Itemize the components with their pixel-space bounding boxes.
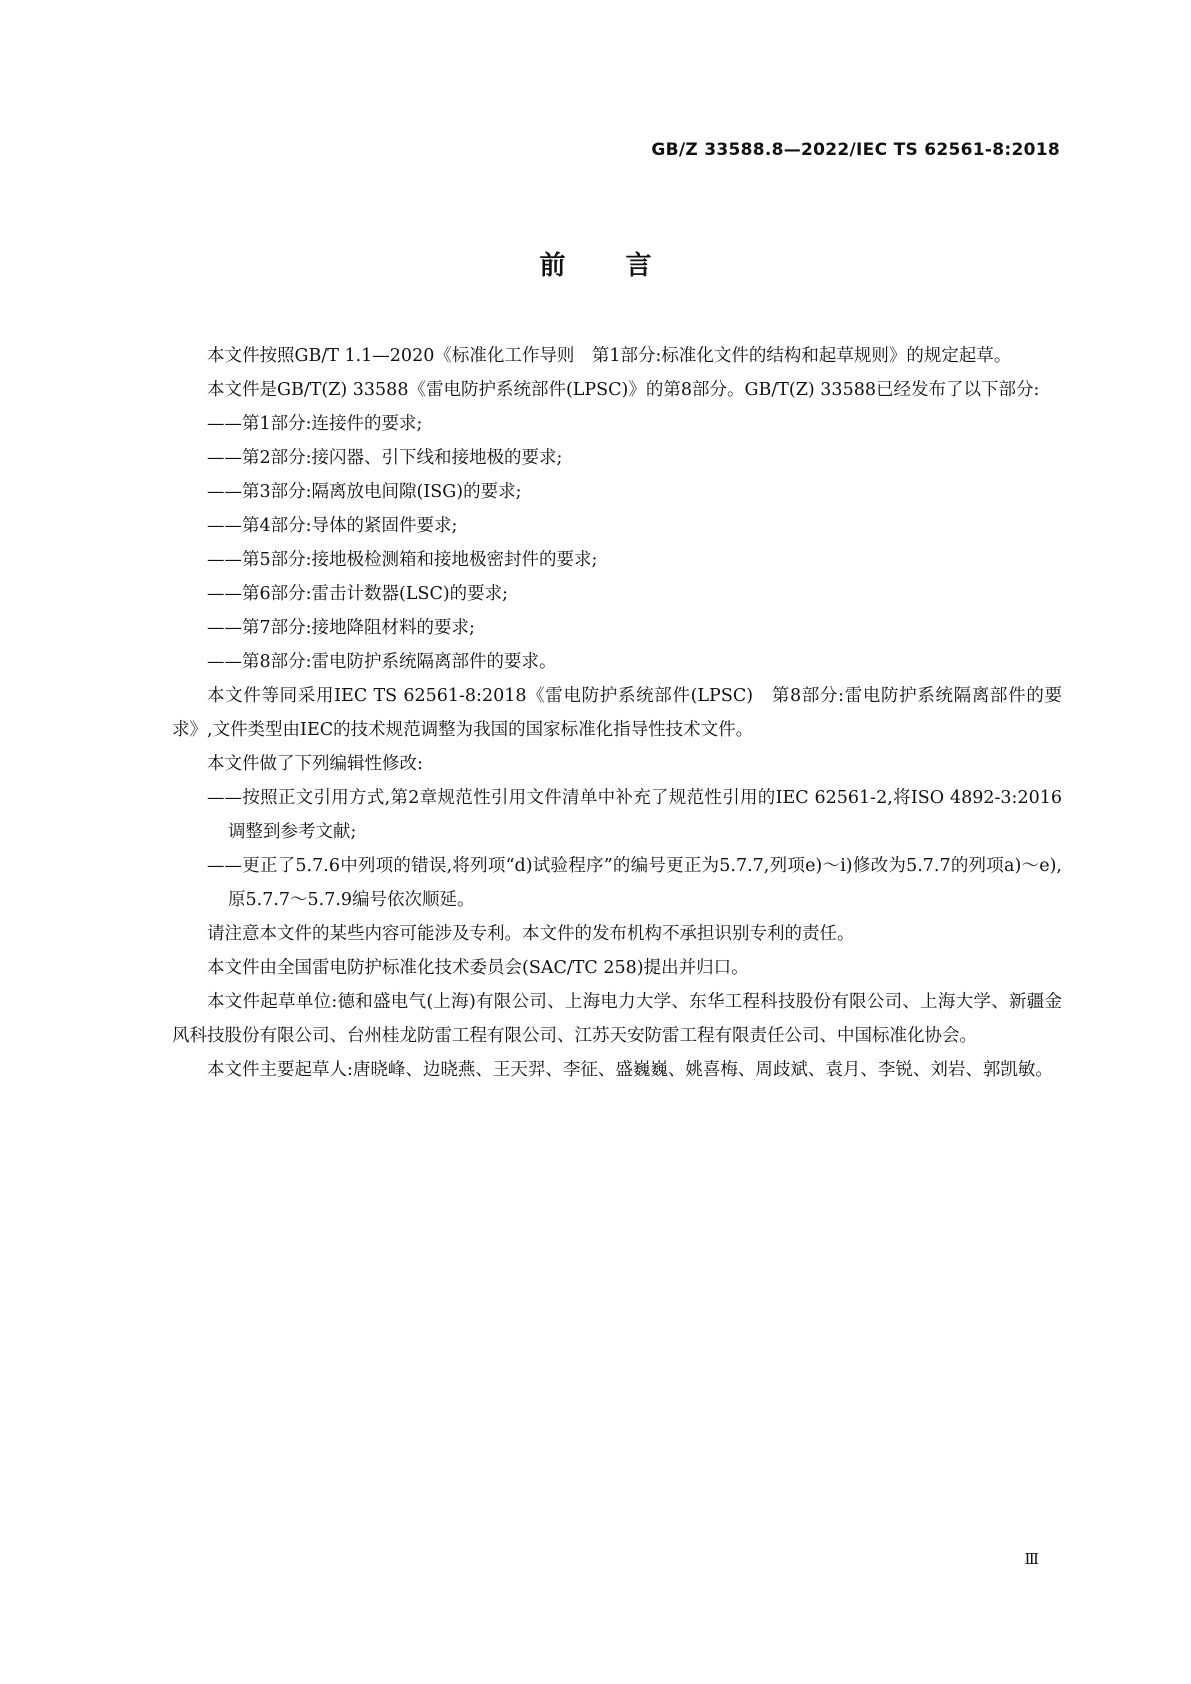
paragraph-drafting-rules: 本文件按照GB/T 1.1—2020《标准化工作导则 第1部分:标准化文件的结构和起草规则》的规定起草。 <box>207 346 1012 366</box>
list-item-edit-2: ——更正了5.7.6中列项的错误,将列项“d)试验程序”的编号更正为5.7.7,列项e)～i)修改为5.7.7的列项a)～e),原5.7.7～5.7.9编号依次顺延。 <box>207 856 1062 910</box>
list-item-part-6: ——第6部分:雷击计数器(LSC)的要求; <box>207 584 509 604</box>
list-item-part-7: ——第7部分:接地降阻材料的要求; <box>207 618 475 638</box>
paragraph-drafters: 本文件主要起草人:唐晓峰、边晓燕、王天羿、李征、盛巍巍、姚喜梅、周歧斌、袁月、李锐、刘岩、郭凯敏。 <box>207 1060 1053 1080</box>
paragraph-drafting-units: 本文件起草单位:德和盛电气(上海)有限公司、上海电力大学、东华工程科技股份有限公司、上海大学、新疆金风科技股份有限公司、台州桂龙防雷工程有限公司、江苏天安防雷工程有限责任公司、中国标准化协会。 <box>172 992 1062 1046</box>
paragraph-adoption: 本文件等同采用IEC TS 62561-8:2018《雷电防护系统部件(LPSC) 第8部分:雷电防护系统隔离部件的要求》,文件类型由IEC的技术规范调整为我国的国家标准化指导性技术文件。 <box>172 686 1062 740</box>
list-item-part-5: ——第5部分:接地极检测箱和接地极密封件的要求; <box>207 550 598 570</box>
page-number: Ⅲ <box>1024 1550 1039 1568</box>
list-item-part-2: ——第2部分:接闪器、引下线和接地极的要求; <box>207 448 563 468</box>
paragraph-series-intro: 本文件是GB/T(Z) 33588《雷电防护系统部件(LPSC)》的第8部分。GB/T(Z) 33588已经发布了以下部分: <box>207 380 1040 400</box>
foreword-body <box>172 339 1062 1087</box>
document-code-header: GB/Z 33588.8—2022/IEC TS 62561-8:2018 <box>651 140 1060 160</box>
list-item-part-1: ——第1部分:连接件的要求; <box>207 414 423 434</box>
paragraph-patent-notice: 请注意本文件的某些内容可能涉及专利。本文件的发布机构不承担识别专利的责任。 <box>207 924 855 944</box>
page-title: 前言 <box>539 251 712 281</box>
paragraph-edits-intro: 本文件做了下列编辑性修改: <box>207 754 423 774</box>
list-item-part-4: ——第4部分:导体的紧固件要求; <box>207 516 458 536</box>
list-item-part-8: ——第8部分:雷电防护系统隔离部件的要求。 <box>207 652 557 672</box>
paragraph-proposer: 本文件由全国雷电防护标准化技术委员会(SAC/TC 258)提出并归口。 <box>207 958 749 978</box>
list-item-part-3: ——第3部分:隔离放电间隙(ISG)的要求; <box>207 482 522 502</box>
list-item-edit-1: ——按照正文引用方式,第2章规范性引用文件清单中补充了规范性引用的IEC 62561-2,将ISO 4892-3:2016调整到参考文献; <box>207 788 1062 842</box>
